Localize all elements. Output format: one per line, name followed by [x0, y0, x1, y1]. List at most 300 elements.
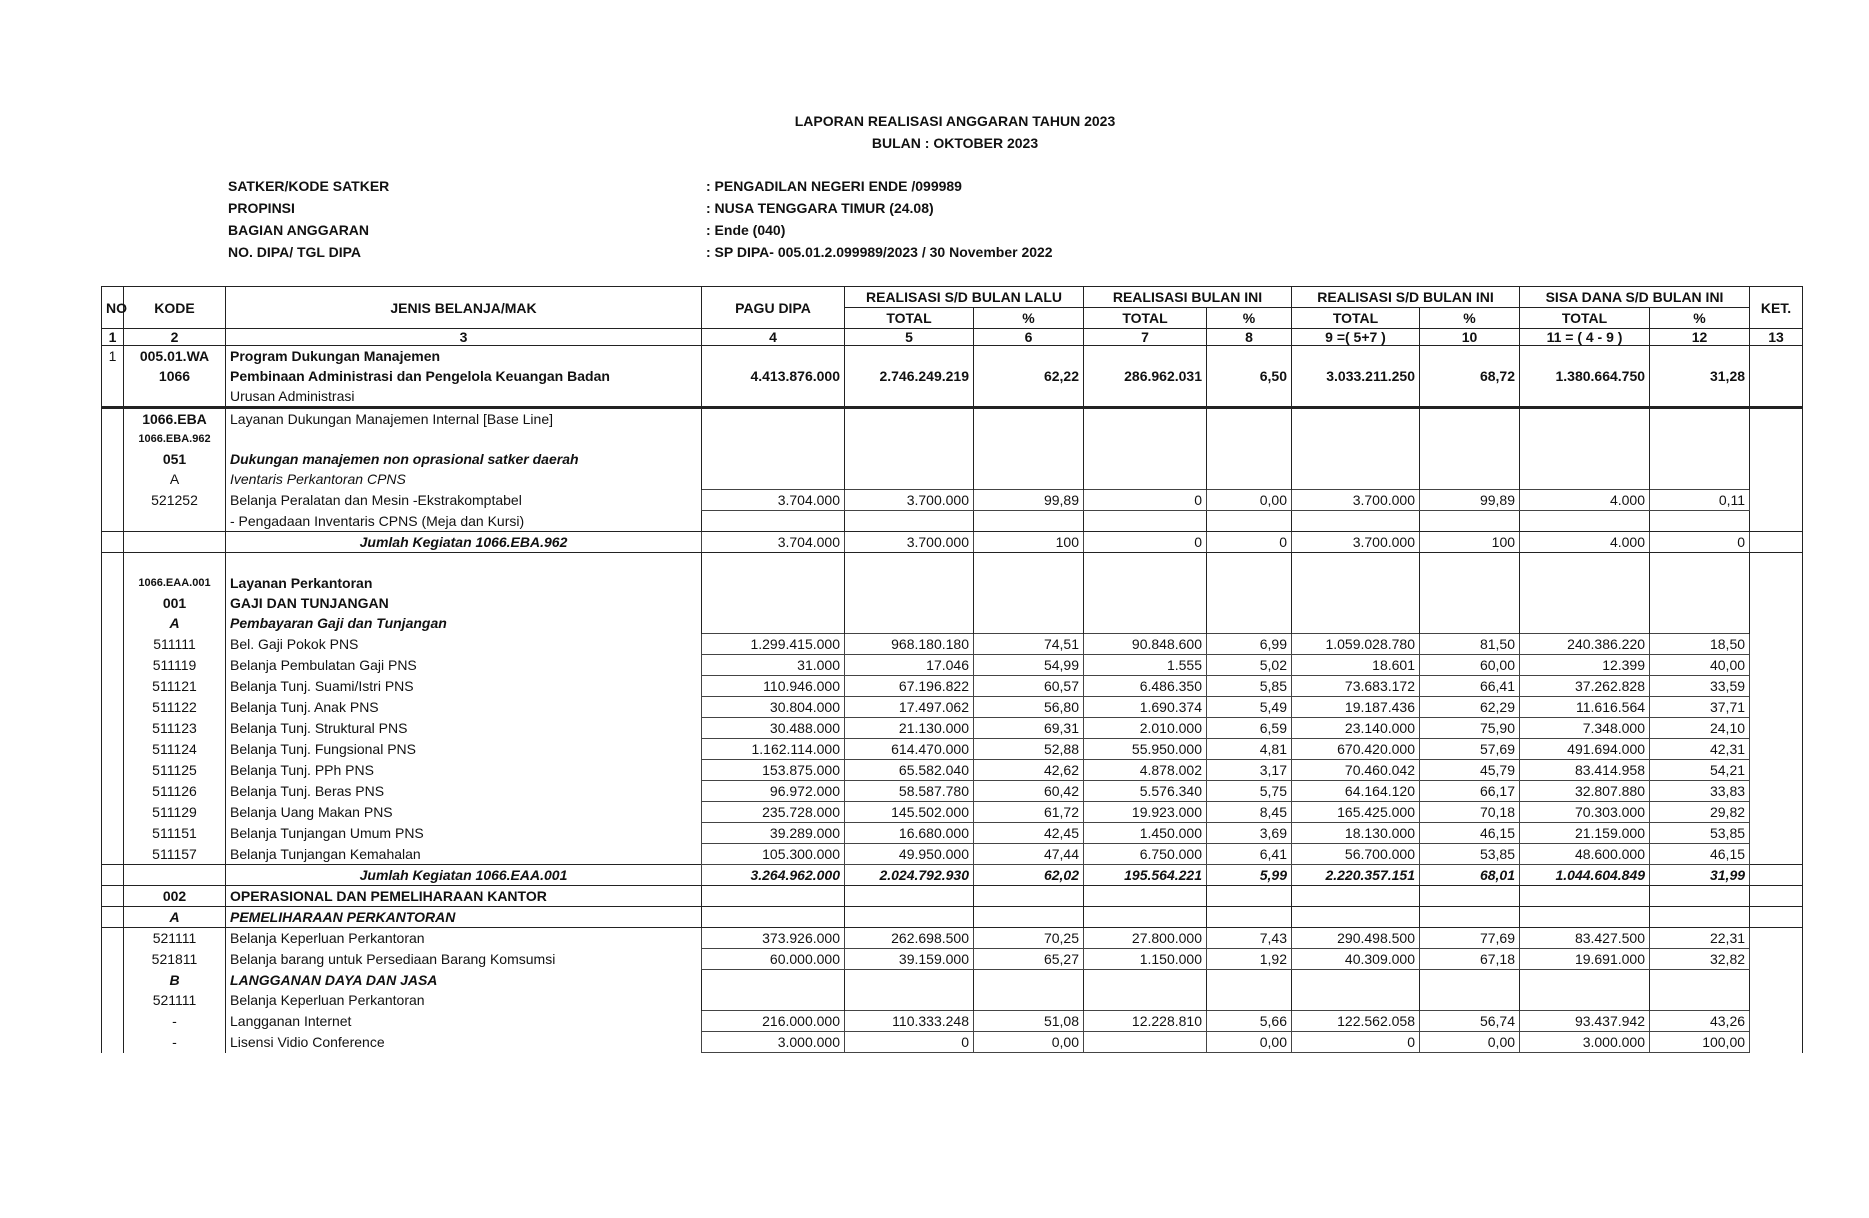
cell-jenis: Lisensi Vidio Conference: [226, 1032, 702, 1053]
cell-p6: [974, 573, 1084, 593]
cell-t9: 670.420.000: [1292, 739, 1420, 760]
meta-label: PROPINSI: [228, 200, 295, 216]
cell-t7: 1.150.000: [1084, 949, 1207, 970]
cell-p10: [1420, 886, 1520, 907]
cell-t11: 93.437.942: [1520, 1011, 1650, 1032]
cell-no: [102, 429, 124, 449]
col-num: 13: [1750, 329, 1803, 346]
row-item-3: [102, 697, 1803, 718]
meta-value: : NUSA TENGGARA TIMUR (24.08): [706, 200, 934, 216]
col-group-bulan-ini: REALISASI BULAN INI: [1084, 287, 1292, 308]
col-pct: %: [1420, 308, 1520, 329]
cell-pagu: 30.804.000: [702, 697, 845, 718]
report-meta: [228, 178, 1053, 266]
cell-p8: 7,43: [1207, 928, 1292, 949]
row-operasional: [102, 886, 1803, 907]
cell-t11: [1520, 408, 1650, 430]
cell-t5: 17.046: [845, 655, 974, 676]
cell-kode: 002: [124, 886, 226, 907]
report-title: LAPORAN REALISASI ANGGARAN TAHUN 2023: [794, 113, 1116, 129]
cell-pagu: [702, 346, 845, 367]
cell-ket: [1750, 655, 1803, 676]
cell-t5: [845, 990, 974, 1011]
cell-p12: 0,11: [1650, 490, 1750, 511]
cell-pagu: 3.704.000: [702, 532, 845, 553]
cell-p8: 5,49: [1207, 697, 1292, 718]
cell-p10: [1420, 970, 1520, 991]
cell-p10: 100: [1420, 532, 1520, 553]
cell-p8: 3,17: [1207, 760, 1292, 781]
cell-jenis: Dukungan manajemen non oprasional satker daerah: [226, 449, 702, 469]
cell-p12: [1650, 970, 1750, 991]
cell-p8: [1207, 346, 1292, 367]
cell-t5: 3.700.000: [845, 490, 974, 511]
cell-p10: [1420, 469, 1520, 490]
cell-t7: [1084, 449, 1207, 469]
cell-jenis: Belanja Keperluan Perkantoran: [226, 990, 702, 1011]
cell-t7: 6.486.350: [1084, 676, 1207, 697]
col-ket: KET.: [1750, 287, 1803, 329]
cell-pagu: 153.875.000: [702, 760, 845, 781]
cell-p12: [1650, 907, 1750, 928]
cell-t5: 262.698.500: [845, 928, 974, 949]
cell-p10: 66,41: [1420, 676, 1520, 697]
cell-p10: 81,50: [1420, 634, 1520, 655]
cell-jenis: Belanja Tunj. PPh PNS: [226, 760, 702, 781]
cell-p8: 1,92: [1207, 949, 1292, 970]
cell-p6: 42,62: [974, 760, 1084, 781]
cell-p12: 24,10: [1650, 718, 1750, 739]
cell-p12: 31,99: [1650, 865, 1750, 886]
cell-kode: 521111: [124, 928, 226, 949]
cell-pagu: 105.300.000: [702, 844, 845, 865]
cell-t9: [1292, 613, 1420, 634]
cell-t5: 110.333.248: [845, 1011, 974, 1032]
cell-ket: [1750, 490, 1803, 511]
cell-kode: 1066.EAA.001: [124, 573, 226, 593]
cell-p10: 53,85: [1420, 844, 1520, 865]
cell-kode: 511121: [124, 676, 226, 697]
cell-ket: [1750, 949, 1803, 970]
col-group-sisa-dana: SISA DANA S/D BULAN INI: [1520, 287, 1750, 308]
cell-t9: [1292, 408, 1420, 430]
cell-jenis: Belanja Keperluan Perkantoran: [226, 928, 702, 949]
cell-t11: [1520, 449, 1650, 469]
cell-t7: 5.576.340: [1084, 781, 1207, 802]
cell-p10: 0,00: [1420, 1032, 1520, 1053]
cell-p10: 62,29: [1420, 697, 1520, 718]
cell-t5: [845, 346, 974, 367]
cell-no: [102, 449, 124, 469]
cell-t9: [1292, 469, 1420, 490]
cell-t7: 12.228.810: [1084, 1011, 1207, 1032]
cell-t11: 70.303.000: [1520, 802, 1650, 823]
cell-kode: [124, 865, 226, 886]
cell-jenis: Urusan Administrasi: [226, 386, 702, 408]
cell-no: [102, 823, 124, 844]
cell-pagu: 96.972.000: [702, 781, 845, 802]
cell-kode: 511125: [124, 760, 226, 781]
cell-pagu: 3.000.000: [702, 1032, 845, 1053]
cell-kode: 521111: [124, 990, 226, 1011]
cell-p12: 100,00: [1650, 1032, 1750, 1053]
cell-p6: 74,51: [974, 634, 1084, 655]
cell-no: [102, 886, 124, 907]
cell-kode: 1066.EBA: [124, 408, 226, 430]
cell-p6: 54,99: [974, 655, 1084, 676]
cell-t11: 83.414.958: [1520, 760, 1650, 781]
cell-pagu: [702, 449, 845, 469]
cell-jenis: Layanan Perkantoran: [226, 573, 702, 593]
cell-p10: 66,17: [1420, 781, 1520, 802]
cell-no: [102, 990, 124, 1011]
cell-no: [102, 781, 124, 802]
cell-t5: 67.196.822: [845, 676, 974, 697]
cell-jenis: OPERASIONAL DAN PEMELIHARAAN KANTOR: [226, 886, 702, 907]
cell-p12: 31,28: [1650, 366, 1750, 386]
row-521252: [102, 490, 1803, 511]
cell-ket: [1750, 697, 1803, 718]
cell-pagu: [702, 511, 845, 532]
cell-ket: [1750, 511, 1803, 532]
cell-p10: 68,72: [1420, 366, 1520, 386]
cell-ket: [1750, 573, 1803, 593]
cell-pagu: 373.926.000: [702, 928, 845, 949]
cell-pagu: [702, 990, 845, 1011]
cell-t11: [1520, 386, 1650, 408]
row-item-10: [102, 844, 1803, 865]
cell-p8: [1207, 408, 1292, 430]
cell-t9: 64.164.120: [1292, 781, 1420, 802]
cell-t11: [1520, 593, 1650, 613]
cell-pagu: [702, 573, 845, 593]
cell-p12: [1650, 886, 1750, 907]
col-num: 10: [1420, 329, 1520, 346]
col-group-sd-bulan-ini: REALISASI S/D BULAN INI: [1292, 287, 1520, 308]
budget-table: [101, 286, 1803, 1053]
cell-p12: [1650, 429, 1750, 449]
cell-kode: [124, 532, 226, 553]
row-layanan-perkantoran: [102, 573, 1803, 593]
cell-t7: 286.962.031: [1084, 366, 1207, 386]
col-num: 4: [702, 329, 845, 346]
cell-no: [102, 907, 124, 928]
cell-t11: [1520, 511, 1650, 532]
cell-p6: 52,88: [974, 739, 1084, 760]
cell-pagu: [702, 429, 845, 449]
report-subtitle: BULAN : OKTOBER 2023: [871, 135, 1039, 151]
cell-p8: 3,69: [1207, 823, 1292, 844]
cell-p6: [974, 449, 1084, 469]
cell-t7: [1084, 511, 1207, 532]
meta-row-bagian: [228, 222, 1053, 244]
cell-jenis: Belanja Tunj. Anak PNS: [226, 697, 702, 718]
cell-kode: 511126: [124, 781, 226, 802]
row-item-2: [102, 676, 1803, 697]
cell-p12: 42,31: [1650, 739, 1750, 760]
cell-t9: [1292, 449, 1420, 469]
row-521252-cont: [102, 511, 1803, 532]
cell-no: [102, 408, 124, 430]
cell-ket: [1750, 429, 1803, 449]
row-item-5: [102, 739, 1803, 760]
cell-p6: [974, 408, 1084, 430]
cell-p10: [1420, 346, 1520, 367]
row-kegiatan-1066-cont: [102, 386, 1803, 408]
cell-t5: [845, 469, 974, 490]
cell-p12: 33,83: [1650, 781, 1750, 802]
row-langganan: [102, 970, 1803, 991]
cell-t5: 968.180.180: [845, 634, 974, 655]
cell-p6: 70,25: [974, 928, 1084, 949]
cell-t5: 58.587.780: [845, 781, 974, 802]
cell-jenis: Belanja Tunj. Fungsional PNS: [226, 739, 702, 760]
cell-kode: 1066.EBA.962: [124, 429, 226, 449]
row-521111: [102, 928, 1803, 949]
cell-pagu: [702, 469, 845, 490]
cell-ket: [1750, 823, 1803, 844]
cell-t9: 165.425.000: [1292, 802, 1420, 823]
cell-t9: 0: [1292, 1032, 1420, 1053]
cell-t11: [1520, 970, 1650, 991]
cell-p12: 53,85: [1650, 823, 1750, 844]
cell-ket: [1750, 760, 1803, 781]
cell-t11: [1520, 990, 1650, 1011]
cell-p8: 6,41: [1207, 844, 1292, 865]
cell-pagu: 4.413.876.000: [702, 366, 845, 386]
cell-jenis: Belanja Tunj. Beras PNS: [226, 781, 702, 802]
cell-p10: 60,00: [1420, 655, 1520, 676]
cell-p10: [1420, 593, 1520, 613]
cell-p8: 6,50: [1207, 366, 1292, 386]
cell-kode: A: [124, 907, 226, 928]
meta-row-dipa: [228, 244, 1053, 266]
meta-value: : SP DIPA- 005.01.2.099989/2023 / 30 November 2022: [706, 244, 1053, 260]
meta-label: BAGIAN ANGGARAN: [228, 222, 370, 238]
cell-p6: 62,02: [974, 865, 1084, 886]
cell-p12: 37,71: [1650, 697, 1750, 718]
cell-t9: 1.059.028.780: [1292, 634, 1420, 655]
cell-t7: 6.750.000: [1084, 844, 1207, 865]
cell-kode: 521811: [124, 949, 226, 970]
cell-t5: [845, 886, 974, 907]
cell-p6: 100: [974, 532, 1084, 553]
cell-t9: 18.601: [1292, 655, 1420, 676]
cell-no: [102, 865, 124, 886]
cell-p6: [974, 907, 1084, 928]
cell-ket: [1750, 1011, 1803, 1032]
cell-t7: 0: [1084, 532, 1207, 553]
row-item-0: [102, 634, 1803, 655]
cell-t5: 17.497.062: [845, 697, 974, 718]
cell-t7: [1084, 346, 1207, 367]
row-internet: [102, 1011, 1803, 1032]
cell-ket: [1750, 718, 1803, 739]
cell-pagu: 216.000.000: [702, 1011, 845, 1032]
cell-pagu: 1.299.415.000: [702, 634, 845, 655]
col-pct: %: [974, 308, 1084, 329]
col-num: 3: [226, 329, 702, 346]
cell-p6: 65,27: [974, 949, 1084, 970]
cell-t11: 19.691.000: [1520, 949, 1650, 970]
col-num: 7: [1084, 329, 1207, 346]
cell-p6: 99,89: [974, 490, 1084, 511]
cell-p8: 4,81: [1207, 739, 1292, 760]
cell-t7: 27.800.000: [1084, 928, 1207, 949]
row-spacer: [102, 553, 1803, 574]
cell-no: [102, 386, 124, 408]
cell-p6: 69,31: [974, 718, 1084, 739]
cell-t5: 49.950.000: [845, 844, 974, 865]
cell-p8: [1207, 907, 1292, 928]
cell-t11: 32.807.880: [1520, 781, 1650, 802]
cell-p10: 46,15: [1420, 823, 1520, 844]
cell-t7: 1.555: [1084, 655, 1207, 676]
cell-t11: [1520, 346, 1650, 367]
row-pemeliharaan: [102, 907, 1803, 928]
row-vidio-conference: [102, 1032, 1803, 1053]
cell-no: [102, 573, 124, 593]
col-jenis: JENIS BELANJA/MAK: [226, 287, 702, 329]
cell-p10: [1420, 907, 1520, 928]
cell-kode: A: [124, 613, 226, 634]
meta-label: NO. DIPA/ TGL DIPA: [228, 244, 362, 260]
cell-p12: [1650, 990, 1750, 1011]
cell-p6: [974, 990, 1084, 1011]
cell-pagu: 1.162.114.000: [702, 739, 845, 760]
cell-t11: [1520, 907, 1650, 928]
cell-p8: 5,75: [1207, 781, 1292, 802]
cell-t9: 70.460.042: [1292, 760, 1420, 781]
cell-p8: [1207, 970, 1292, 991]
cell-kode: 1066: [124, 366, 226, 386]
cell-pagu: 30.488.000: [702, 718, 845, 739]
cell-t9: [1292, 511, 1420, 532]
cell-p8: 0: [1207, 532, 1292, 553]
cell-p10: 57,69: [1420, 739, 1520, 760]
cell-p6: [974, 553, 1084, 574]
cell-ket: [1750, 366, 1803, 386]
cell-jenis: Iventaris Perkantoran CPNS: [226, 469, 702, 490]
cell-ket: [1750, 676, 1803, 697]
cell-t7: [1084, 573, 1207, 593]
cell-p10: 99,89: [1420, 490, 1520, 511]
cell-p8: 5,02: [1207, 655, 1292, 676]
cell-jenis: Program Dukungan Manajemen: [226, 346, 702, 367]
cell-jenis: Belanja Tunj. Struktural PNS: [226, 718, 702, 739]
cell-p10: [1420, 613, 1520, 634]
cell-t11: [1520, 553, 1650, 574]
cell-t11: 4.000: [1520, 490, 1650, 511]
cell-pagu: 39.289.000: [702, 823, 845, 844]
cell-t9: [1292, 970, 1420, 991]
cell-jenis: Pembayaran Gaji dan Tunjangan: [226, 613, 702, 634]
cell-jenis: Belanja Tunjangan Umum PNS: [226, 823, 702, 844]
cell-t11: 83.427.500: [1520, 928, 1650, 949]
cell-p8: 6,59: [1207, 718, 1292, 739]
cell-t9: [1292, 907, 1420, 928]
cell-t9: 18.130.000: [1292, 823, 1420, 844]
cell-t9: 56.700.000: [1292, 844, 1420, 865]
cell-t7: 1.690.374: [1084, 697, 1207, 718]
cell-t5: [845, 907, 974, 928]
cell-pagu: [702, 386, 845, 408]
cell-p6: 56,80: [974, 697, 1084, 718]
cell-kode: 511124: [124, 739, 226, 760]
cell-jenis: Bel. Gaji Pokok PNS: [226, 634, 702, 655]
cell-t11: 11.616.564: [1520, 697, 1650, 718]
cell-t7: [1084, 553, 1207, 574]
cell-t9: 3.700.000: [1292, 490, 1420, 511]
col-num: 11 = ( 4 - 9 ): [1520, 329, 1650, 346]
cell-t5: 65.582.040: [845, 760, 974, 781]
col-total: TOTAL: [1084, 308, 1207, 329]
cell-ket: [1750, 739, 1803, 760]
cell-t5: [845, 593, 974, 613]
cell-t9: 2.220.357.151: [1292, 865, 1420, 886]
cell-kode: 511122: [124, 697, 226, 718]
cell-t9: 290.498.500: [1292, 928, 1420, 949]
cell-t7: 19.923.000: [1084, 802, 1207, 823]
col-total: TOTAL: [845, 308, 974, 329]
cell-p12: [1650, 573, 1750, 593]
col-total: TOTAL: [1292, 308, 1420, 329]
cell-p8: 0,00: [1207, 1032, 1292, 1053]
cell-pagu: [702, 613, 845, 634]
cell-ket: [1750, 346, 1803, 367]
meta-row-propinsi: [228, 200, 1053, 222]
cell-p10: 70,18: [1420, 802, 1520, 823]
cell-pagu: 235.728.000: [702, 802, 845, 823]
cell-t7: [1084, 613, 1207, 634]
cell-t11: 7.348.000: [1520, 718, 1650, 739]
cell-p6: [974, 469, 1084, 490]
cell-p12: [1650, 613, 1750, 634]
cell-no: 1: [102, 346, 124, 367]
cell-t9: [1292, 346, 1420, 367]
cell-ket: [1750, 907, 1803, 928]
cell-pagu: [702, 907, 845, 928]
meta-label: SATKER/KODE SATKER: [228, 178, 390, 194]
cell-no: [102, 553, 124, 574]
row-eba-962: [102, 429, 1803, 449]
cell-p6: 62,22: [974, 366, 1084, 386]
cell-p8: [1207, 990, 1292, 1011]
col-num: 2: [124, 329, 226, 346]
cell-t5: 2.746.249.219: [845, 366, 974, 386]
cell-t11: 37.262.828: [1520, 676, 1650, 697]
cell-no: [102, 511, 124, 532]
cell-p10: 45,79: [1420, 760, 1520, 781]
cell-jenis: Belanja barang untuk Persediaan Barang Komsumsi: [226, 949, 702, 970]
cell-jenis: Belanja Pembulatan Gaji PNS: [226, 655, 702, 676]
cell-no: [102, 928, 124, 949]
cell-t11: [1520, 469, 1650, 490]
cell-jenis: Jumlah Kegiatan 1066.EBA.962: [226, 532, 702, 553]
cell-t11: 48.600.000: [1520, 844, 1650, 865]
row-kegiatan-1066: [102, 366, 1803, 386]
cell-t5: [845, 408, 974, 430]
cell-p10: 56,74: [1420, 1011, 1520, 1032]
cell-pagu: [702, 970, 845, 991]
row-gaji-tunjangan: [102, 593, 1803, 613]
col-num: 12: [1650, 329, 1750, 346]
cell-p8: [1207, 613, 1292, 634]
col-num: 5: [845, 329, 974, 346]
cell-ket: [1750, 408, 1803, 430]
row-item-1: [102, 655, 1803, 676]
row-item-9: [102, 823, 1803, 844]
